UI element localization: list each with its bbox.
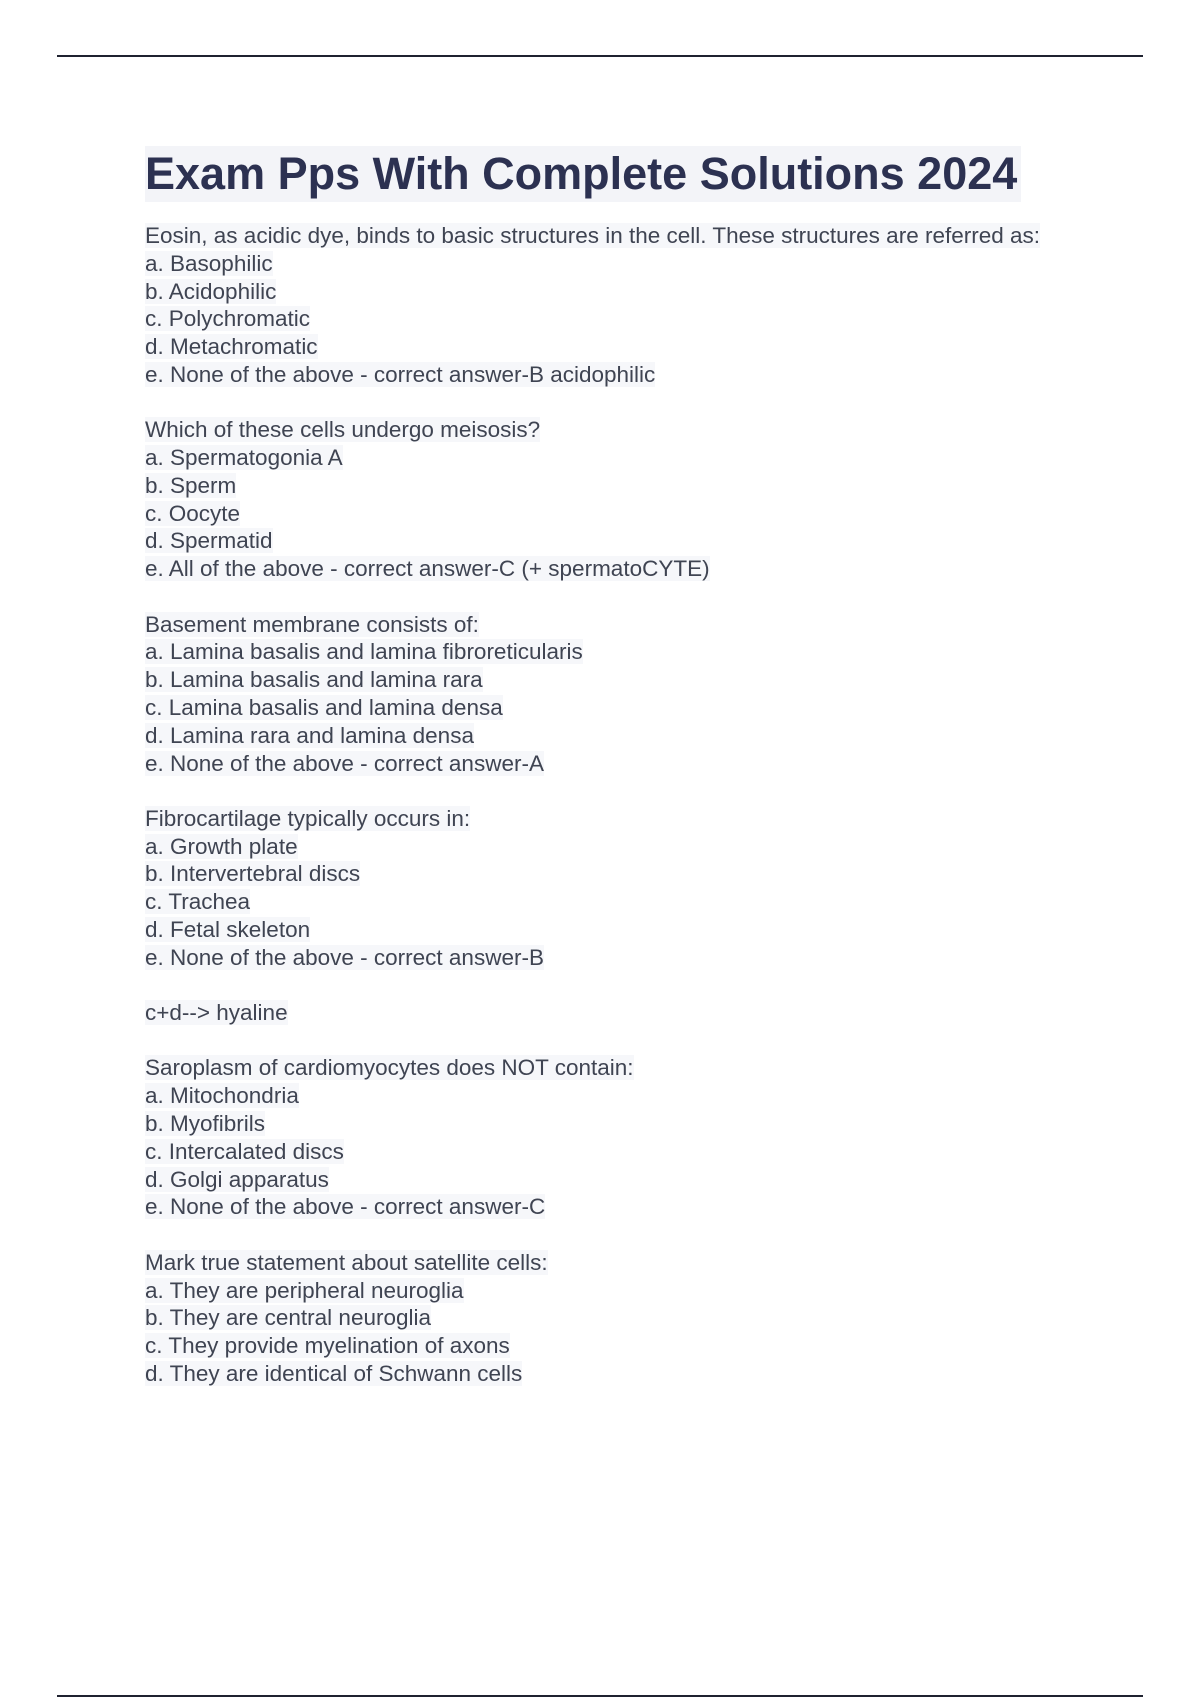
answer-option: d. They are identical of Schwann cells	[145, 1360, 523, 1386]
question-stem: Basement membrane consists of:	[145, 611, 479, 637]
bottom-rule	[57, 1695, 1143, 1697]
answer-option: b. They are central neuroglia	[145, 1305, 432, 1331]
answer-option: c. Polychromatic	[145, 306, 311, 332]
answer-option: e. None of the above - correct answer-B	[145, 944, 544, 970]
answer-option: b. Myofibrils	[145, 1111, 266, 1137]
question-block	[145, 1249, 1095, 1388]
question-stem: Eosin, as acidic dye, binds to basic structures in the cell. These structures are referred as:	[145, 223, 1041, 248]
question-block	[145, 1054, 1095, 1221]
note-block	[145, 999, 1095, 1027]
answer-option: d. Golgi apparatus	[145, 1166, 329, 1192]
question-block	[145, 805, 1095, 972]
answer-option: b. Acidophilic	[145, 278, 277, 304]
document-title: Exam Pps With Complete Solutions 2024	[145, 146, 1021, 202]
question-stem: Fibrocartilage typically occurs in:	[145, 805, 471, 831]
answer-option: e. All of the above - correct answer-C (+ spermatoCYTE)	[145, 556, 710, 582]
answer-option: c. Trachea	[145, 889, 251, 915]
answer-option: a. Mitochondria	[145, 1083, 299, 1109]
question-stem: Which of these cells undergo meisosis?	[145, 417, 541, 443]
answer-option: e. None of the above - correct answer-C	[145, 1194, 546, 1220]
answer-option: e. None of the above - correct answer-A	[145, 750, 544, 776]
answer-option: e. None of the above - correct answer-B acidophilic	[145, 361, 656, 387]
answer-option: d. Spermatid	[145, 528, 273, 554]
answer-option: b. Lamina basalis and lamina rara	[145, 667, 483, 693]
answer-option: a. Growth plate	[145, 833, 298, 859]
question-stem: Saroplasm of cardiomyocytes does NOT contain:	[145, 1055, 634, 1081]
answer-option: c. They provide myelination of axons	[145, 1333, 510, 1359]
question-stem: Mark true statement about satellite cells:	[145, 1249, 548, 1275]
answer-option: c. Lamina basalis and lamina densa	[145, 694, 503, 720]
answer-option: d. Lamina rara and lamina densa	[145, 722, 474, 748]
answer-option: a. They are peripheral neuroglia	[145, 1277, 464, 1303]
question-block	[145, 611, 1095, 778]
answer-option: d. Metachromatic	[145, 334, 318, 360]
answer-option: b. Intervertebral discs	[145, 861, 361, 887]
answer-option: a. Spermatogonia A	[145, 445, 343, 471]
answer-note: c+d--> hyaline	[145, 1000, 288, 1026]
answer-option: b. Sperm	[145, 472, 237, 498]
answer-option: a. Basophilic	[145, 250, 273, 276]
answer-option: a. Lamina basalis and lamina fibroreticularis	[145, 639, 583, 665]
answer-option: d. Fetal skeleton	[145, 917, 311, 943]
question-block	[145, 416, 1095, 583]
document-body	[145, 146, 1095, 1415]
answer-option: c. Intercalated discs	[145, 1138, 344, 1164]
top-rule	[57, 55, 1143, 57]
answer-option: c. Oocyte	[145, 500, 241, 526]
question-block	[145, 222, 1095, 389]
